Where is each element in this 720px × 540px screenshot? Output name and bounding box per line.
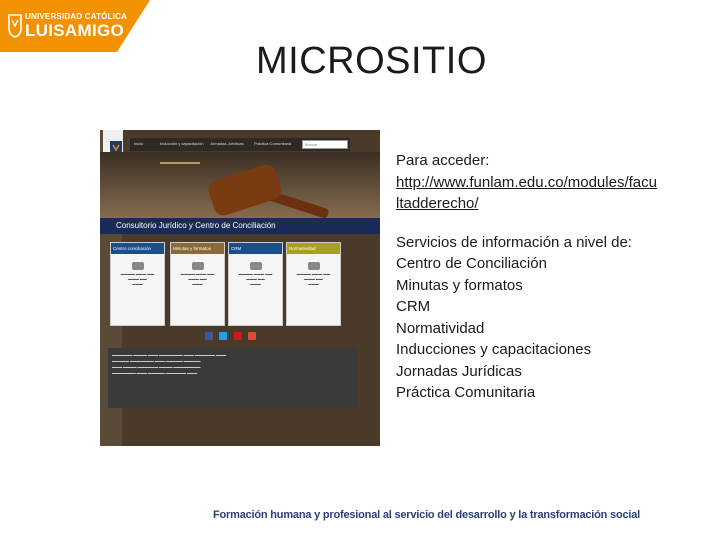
service-box	[170, 242, 225, 326]
service-box-text: ▬▬▬▬ ▬▬▬ ▬▬ ▬▬▬ ▬▬ ▬▬▬	[296, 272, 331, 286]
screenshot-footer-line: ▬▬▬▬▬ ▬▬▬▬▬▬▬ ▬▬▬ ▬▬▬▬▬ ▬▬▬▬▬	[112, 359, 201, 363]
document-icon	[250, 262, 262, 270]
gavel-icon	[206, 162, 284, 218]
logo-line2: LUISAMIGO	[25, 21, 125, 40]
slide-title: MICROSITIO	[256, 40, 487, 82]
screenshot-hero-image	[100, 152, 380, 222]
scale-of-justice-icon	[160, 162, 200, 212]
service-box	[110, 242, 165, 326]
document-icon	[132, 262, 144, 270]
service-item: Práctica Comunitaria	[396, 384, 536, 401]
service-box	[228, 242, 283, 326]
youtube-icon	[234, 332, 242, 340]
google-plus-icon	[248, 332, 256, 340]
service-box-text: ▬▬▬▬ ▬▬▬ ▬▬ ▬▬▬ ▬▬ ▬▬▬	[120, 272, 155, 286]
service-item: Jornadas Jurídicas	[396, 362, 522, 380]
screenshot-section-title: Consultorio Jurídico y Centro de Conciliación	[116, 221, 276, 230]
screenshot-footer-line: ▬▬▬ ▬▬▬▬ ▬▬▬▬▬▬ ▬▬▬▬ ▬▬▬▬▬▬▬▬	[112, 365, 201, 369]
service-box-text: ▬▬▬▬ ▬▬▬ ▬▬ ▬▬▬ ▬▬ ▬▬▬	[238, 272, 273, 286]
microsite-url-link[interactable]	[396, 174, 657, 213]
services-heading: Servicios de información a nivel de:	[396, 233, 632, 251]
service-box-title: Minutas y formatos	[171, 243, 224, 254]
service-item: Minutas y formatos	[396, 276, 523, 294]
service-box-title: Normatividad	[287, 243, 340, 254]
screenshot-search-box	[302, 140, 348, 149]
url-line1: http://www.funlam.edu.co/modules/facu	[396, 173, 657, 191]
service-item: Centro de Conciliación	[396, 255, 547, 272]
screenshot-social-icons	[205, 327, 258, 341]
screenshot-service-boxes	[110, 242, 350, 326]
screenshot-nav	[130, 138, 350, 151]
nav-item: Práctica Comunitaria	[254, 141, 292, 146]
service-box-title: CRM	[229, 243, 282, 254]
screenshot-footer	[108, 348, 358, 408]
service-item: CRM	[396, 298, 431, 315]
info-panel	[396, 150, 706, 404]
access-label: Para acceder:	[396, 152, 490, 169]
shield-icon	[8, 14, 22, 38]
service-item: Inducciones y capacitaciones	[396, 341, 592, 358]
twitter-icon	[219, 332, 227, 340]
screenshot-search-placeholder: Buscar	[305, 142, 318, 147]
service-box-text: ▬▬▬▬ ▬▬▬ ▬▬ ▬▬▬ ▬▬ ▬▬▬	[180, 272, 215, 286]
nav-item: Inducción y capacitación	[160, 141, 204, 146]
logo-line1: UNIVERSIDAD CATÓLICA	[25, 12, 128, 21]
document-icon	[192, 262, 204, 270]
document-icon	[308, 262, 320, 270]
nav-item: Jornadas Jurídicas	[210, 141, 244, 146]
url-line2: ltadderecho/	[396, 195, 479, 212]
service-box-title: Centro conciliación	[111, 243, 164, 254]
service-box	[286, 242, 341, 326]
nav-item: Inicio	[134, 141, 144, 146]
screenshot-footer-line: ▬▬▬▬▬▬ ▬▬▬▬ ▬▬▬ ▬▬▬▬▬▬▬ ▬▬▬ ▬▬▬▬▬▬ ▬▬▬	[112, 353, 227, 357]
screenshot-section-band	[100, 218, 380, 234]
facebook-icon	[205, 332, 213, 340]
screenshot-footer-line: ▬▬▬▬▬▬▬ ▬▬▬ ▬▬▬▬▬ ▬▬▬▬▬▬ ▬▬▬	[112, 371, 198, 375]
footer-tagline: Formación humana y profesional al servicio del desarrollo y la transformación social	[213, 509, 641, 521]
service-item: Normatividad	[396, 319, 485, 337]
microsite-screenshot	[100, 130, 380, 446]
